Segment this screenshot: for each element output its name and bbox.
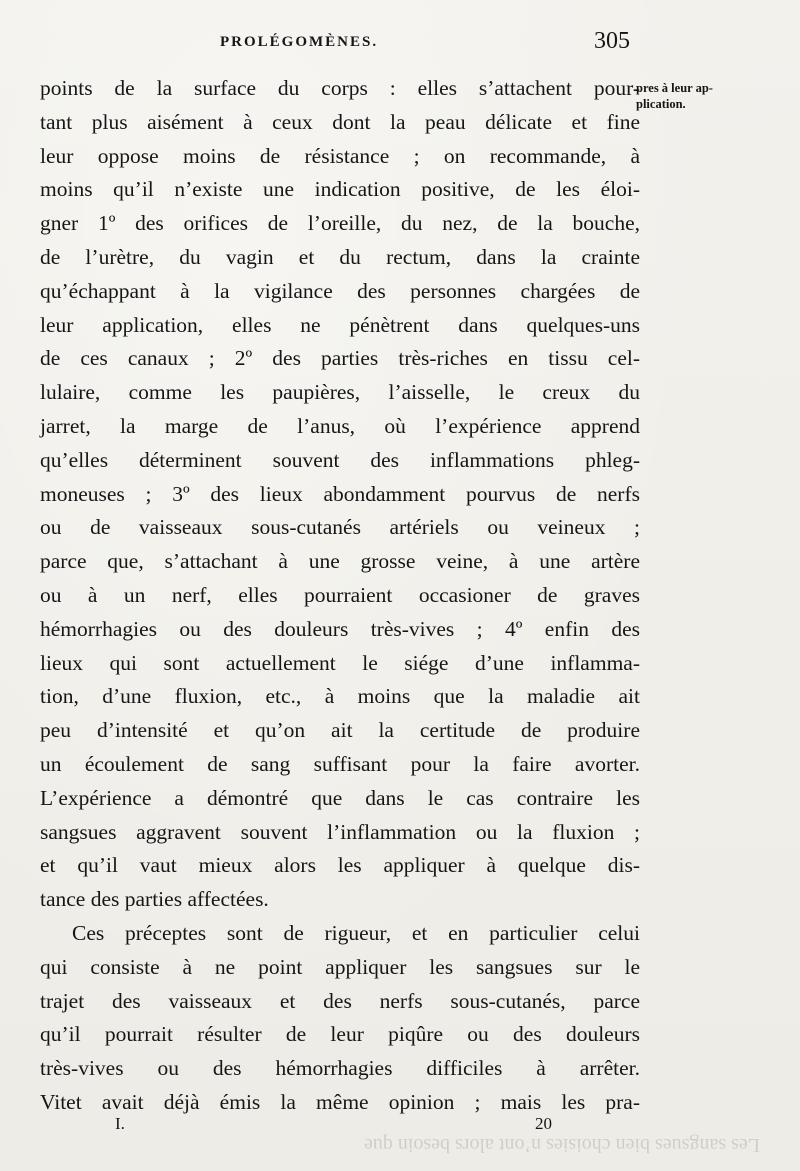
running-title: PROLÉGOMÈNES. (220, 34, 379, 50)
margin-note-line: plication. (636, 97, 686, 111)
text-line: hémorrhagies ou des douleurs très-vives ; 4º enfin des (40, 616, 640, 641)
text-line: moins qu’il n’existe une indication positive, de les éloi- (40, 177, 640, 202)
text-line: points de la surface du corps : elles s’attachent pour- (40, 76, 640, 100)
text-line: de l’urètre, du vagin et du rectum, dans la crainte (40, 244, 640, 269)
text-line: qu’échappant à la vigilance des personnes chargées de (40, 278, 640, 303)
text-line: sangsues aggravent souvent l’inflammation ou la fluxion ; (40, 819, 640, 844)
running-head (40, 30, 640, 60)
gathering-number: 20 (535, 1114, 552, 1133)
margin-note (636, 80, 786, 112)
text-line: lieux qui sont actuellement le siége d’une inflamma- (40, 650, 640, 675)
text-line: L’expérience a démontré que dans le cas contraire les (40, 785, 640, 810)
text-line: qu’elles déterminent souvent des inflammations phleg- (40, 447, 640, 472)
text-line: et qu’il vaut mieux alors les appliquer à quelque dis- (40, 853, 640, 878)
text-line: peu d’intensité et qu’on ait la certitude de produire (40, 718, 640, 743)
text-line: Ces préceptes sont de rigueur, et en particulier celui (72, 920, 640, 945)
text-line: lulaire, comme les paupières, l’aisselle, le creux du (40, 380, 640, 405)
text-line: leur application, elles ne pénètrent dans quelques-uns (40, 312, 640, 337)
text-line: leur oppose moins de résistance ; on recommande, à (40, 143, 640, 168)
bleed-through-text: Les sangsues bien choisies n’ont alors besoin que (363, 1134, 760, 1156)
text-line: jarret, la marge de l’anus, où l’expérience apprend (40, 413, 640, 438)
body-text (40, 72, 640, 1120)
page-number: 305 (594, 28, 630, 54)
text-line: ou de vaisseaux sous-cutanés artériels ou veineux ; (40, 515, 640, 540)
text-line: Vitet avait déjà émis la même opinion ; mais les pra- (40, 1089, 640, 1114)
text-line: un écoulement de sang suffisant pour la faire avorter. (40, 751, 640, 776)
text-line: tant plus aisément à ceux dont la peau délicate et fine (40, 109, 640, 134)
text-line: très-vives ou des hémorrhagies difficiles à arrêter. (40, 1056, 640, 1081)
text-line: tance des parties affectées. (40, 887, 269, 912)
signature-mark: I. (115, 1114, 125, 1133)
text-line: de ces canaux ; 2º des parties très-riches en tissu cel- (40, 346, 640, 371)
text-line: qu’il pourrait résulter de leur piqûre ou des douleurs (40, 1022, 640, 1047)
text-line: parce que, s’attachant à une grosse veine, à une artère (40, 549, 640, 574)
text-line: trajet des vaisseaux et des nerfs sous-cutanés, parce (40, 988, 640, 1013)
text-line: ou à un nerf, elles pourraient occasioner de graves (40, 582, 640, 607)
text-line: moneuses ; 3º des lieux abondamment pourvus de nerfs (40, 481, 640, 506)
margin-note-line: pres à leur ap- (636, 81, 713, 95)
text-line: gner 1º des orifices de l’oreille, du nez, de la bouche, (40, 211, 640, 236)
text-line: qui consiste à ne point appliquer les sangsues sur le (40, 954, 640, 979)
text-line: tion, d’une fluxion, etc., à moins que la maladie ait (40, 684, 640, 709)
